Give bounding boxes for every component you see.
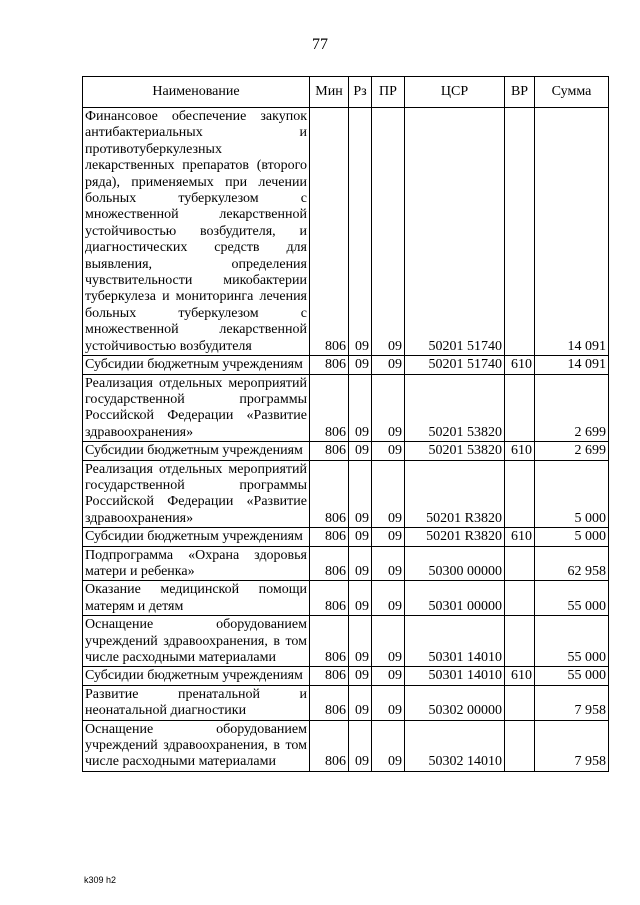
- row-pr: 09: [372, 528, 405, 546]
- row-sum: 55 000: [535, 667, 609, 685]
- header-min: Мин: [310, 77, 349, 108]
- row-min: 806: [310, 460, 349, 528]
- row-min: 806: [310, 356, 349, 374]
- row-vr: [505, 685, 535, 720]
- row-rz: 09: [349, 546, 372, 581]
- row-min: 806: [310, 616, 349, 667]
- row-pr: 09: [372, 581, 405, 616]
- row-rz: 09: [349, 616, 372, 667]
- table-row: [83, 616, 609, 667]
- row-sum: 7 958: [535, 685, 609, 720]
- table-row: [83, 108, 609, 356]
- table-row: [83, 356, 609, 374]
- row-name: Реализация отдельных мероприятий государственной программы Российской Федерации «Развитие здравоохранения»: [83, 460, 310, 528]
- row-vr: [505, 374, 535, 442]
- header-name: Наименование: [83, 77, 310, 108]
- row-name: Оказание медицинской помощи матерям и детям: [83, 581, 310, 616]
- table-header: [83, 77, 609, 108]
- row-csr: 50301 14010: [405, 616, 505, 667]
- row-min: 806: [310, 108, 349, 356]
- row-name: Субсидии бюджетным учреждениям: [83, 667, 310, 685]
- row-vr: 610: [505, 528, 535, 546]
- row-vr: 610: [505, 667, 535, 685]
- row-sum: 2 699: [535, 442, 609, 460]
- row-csr: 50302 14010: [405, 720, 505, 771]
- row-rz: 09: [349, 720, 372, 771]
- row-pr: 09: [372, 356, 405, 374]
- row-csr: 50201 51740: [405, 356, 505, 374]
- row-vr: [505, 546, 535, 581]
- row-csr: 50300 00000: [405, 546, 505, 581]
- row-min: 806: [310, 442, 349, 460]
- footer-code: k309 h2: [84, 875, 117, 885]
- row-vr: [505, 720, 535, 771]
- table-row: [83, 460, 609, 528]
- table-row: [83, 528, 609, 546]
- row-csr: 50301 14010: [405, 667, 505, 685]
- row-sum: 55 000: [535, 581, 609, 616]
- table-row: [83, 685, 609, 720]
- row-sum: 5 000: [535, 460, 609, 528]
- header-sum: Сумма: [535, 77, 609, 108]
- row-rz: 09: [349, 460, 372, 528]
- row-name: Субсидии бюджетным учреждениям: [83, 356, 310, 374]
- table-row: [83, 581, 609, 616]
- row-min: 806: [310, 720, 349, 771]
- row-csr: 50302 00000: [405, 685, 505, 720]
- row-rz: 09: [349, 528, 372, 546]
- row-name: Оснащение оборудованием учреждений здравоохранения, в том числе расходными материалами: [83, 616, 310, 667]
- row-rz: 09: [349, 442, 372, 460]
- row-min: 806: [310, 581, 349, 616]
- header-rz: Рз: [349, 77, 372, 108]
- row-sum: 14 091: [535, 108, 609, 356]
- row-pr: 09: [372, 546, 405, 581]
- row-rz: 09: [349, 581, 372, 616]
- row-vr: [505, 460, 535, 528]
- row-vr: 610: [505, 356, 535, 374]
- row-sum: 14 091: [535, 356, 609, 374]
- table-body: [83, 108, 609, 772]
- row-sum: 5 000: [535, 528, 609, 546]
- row-pr: 09: [372, 667, 405, 685]
- row-name: Подпрограмма «Охрана здоровья матери и ребенка»: [83, 546, 310, 581]
- header-vr: ВР: [505, 77, 535, 108]
- row-vr: [505, 581, 535, 616]
- row-pr: 09: [372, 460, 405, 528]
- row-pr: 09: [372, 685, 405, 720]
- row-csr: 50201 53820: [405, 374, 505, 442]
- row-min: 806: [310, 374, 349, 442]
- row-csr: 50301 00000: [405, 581, 505, 616]
- table-row: [83, 374, 609, 442]
- row-name: Оснащение оборудованием учреждений здравоохранения, в том числе расходными материалами: [83, 720, 310, 771]
- row-csr: 50201 R3820: [405, 528, 505, 546]
- budget-table: [82, 76, 609, 772]
- row-min: 806: [310, 528, 349, 546]
- row-name: Реализация отдельных мероприятий государственной программы Российской Федерации «Развитие здравоохранения»: [83, 374, 310, 442]
- table-row: [83, 667, 609, 685]
- header-row: [83, 77, 609, 108]
- row-pr: 09: [372, 374, 405, 442]
- row-sum: 62 958: [535, 546, 609, 581]
- table-row: [83, 720, 609, 771]
- row-min: 806: [310, 546, 349, 581]
- page-number: 77: [312, 36, 328, 53]
- row-rz: 09: [349, 356, 372, 374]
- row-vr: [505, 616, 535, 667]
- row-csr: 50201 53820: [405, 442, 505, 460]
- table-row: [83, 442, 609, 460]
- row-rz: 09: [349, 108, 372, 356]
- row-min: 806: [310, 667, 349, 685]
- header-pr: ПР: [372, 77, 405, 108]
- row-name: Субсидии бюджетным учреждениям: [83, 528, 310, 546]
- table-row: [83, 546, 609, 581]
- row-name: Субсидии бюджетным учреждениям: [83, 442, 310, 460]
- row-min: 806: [310, 685, 349, 720]
- row-csr: 50201 R3820: [405, 460, 505, 528]
- row-csr: 50201 51740: [405, 108, 505, 356]
- row-name: Развитие пренатальной и неонатальной диагностики: [83, 685, 310, 720]
- row-name: Финансовое обеспечение закупок антибактериальных и противотуберкулезных лекарственных препаратов (второго ряда), применяемых при лечении больных туберкулезом с множественной лекарственной устойчивостью возбудителя, и диагностических средств для выявления, определения чувствительности микобактерии туберкулеза и мониторинга лечения больных туберкулезом с множественной лекарственной устойчивостью возбудителя: [83, 108, 310, 356]
- header-csr: ЦСР: [405, 77, 505, 108]
- row-pr: 09: [372, 442, 405, 460]
- row-vr: 610: [505, 442, 535, 460]
- row-pr: 09: [372, 720, 405, 771]
- row-pr: 09: [372, 108, 405, 356]
- row-rz: 09: [349, 667, 372, 685]
- row-pr: 09: [372, 616, 405, 667]
- row-rz: 09: [349, 374, 372, 442]
- row-rz: 09: [349, 685, 372, 720]
- row-sum: 55 000: [535, 616, 609, 667]
- row-sum: 7 958: [535, 720, 609, 771]
- row-vr: [505, 108, 535, 356]
- row-sum: 2 699: [535, 374, 609, 442]
